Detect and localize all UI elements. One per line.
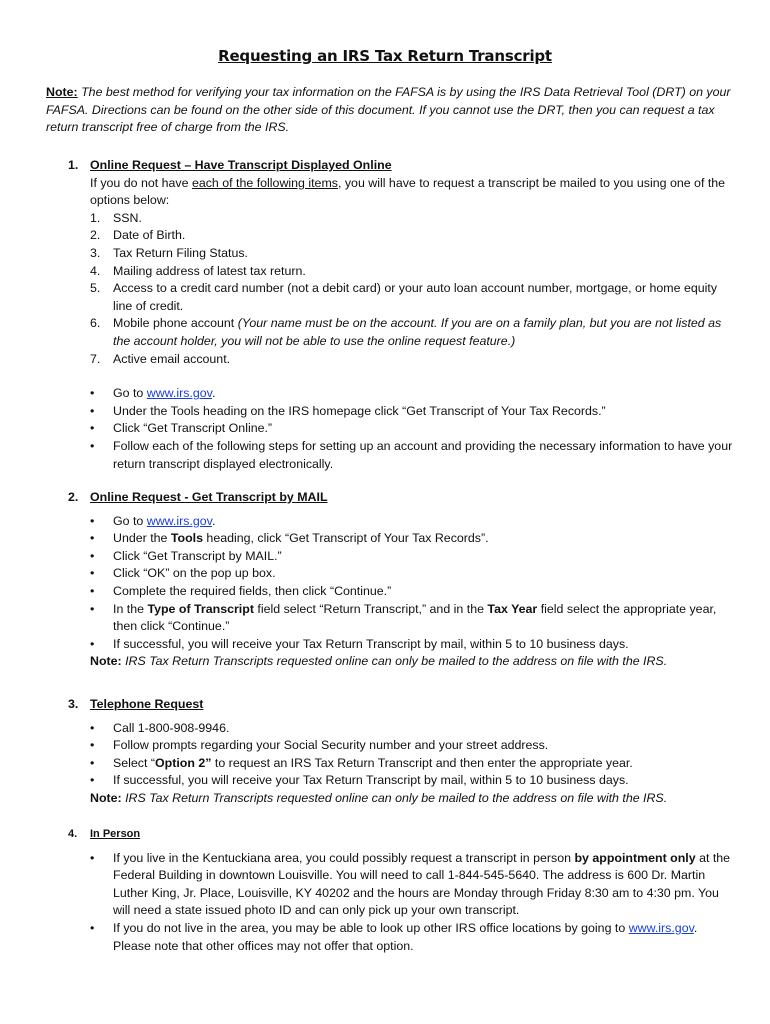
item-text: Select “ <box>113 755 156 770</box>
section-in-person <box>46 826 736 955</box>
list-item <box>46 280 736 315</box>
item-text: . <box>211 386 216 401</box>
list-item <box>46 227 736 245</box>
list-item <box>46 245 736 263</box>
item-number: 4. <box>90 263 101 278</box>
section-telephone <box>46 696 736 808</box>
section-number: 2. <box>68 490 79 504</box>
section-note <box>46 790 736 808</box>
list-item <box>46 755 736 773</box>
section-title: In Person <box>90 828 141 840</box>
intro-note <box>46 84 736 137</box>
steps-list <box>46 720 736 790</box>
list-item: • Click “OK” on the pop up box. <box>46 565 736 583</box>
list-item <box>46 263 736 281</box>
item-text: Active email account. <box>113 351 231 366</box>
list-item <box>46 385 736 403</box>
item-number: 3. <box>90 245 101 260</box>
item-number: 2. <box>90 228 101 243</box>
item-bold: Tax Year <box>487 601 538 616</box>
irs-link[interactable]: www.irs.gov <box>146 513 212 528</box>
list-item: • Follow prompts regarding your Social Security number and your street address. <box>46 737 736 755</box>
section-online-display <box>46 157 736 473</box>
intro-note-label: Note: <box>46 85 78 99</box>
note-text: IRS Tax Return Transcripts requested online can only be mailed to the address on file with the IRS. <box>121 790 668 805</box>
list-item: • Complete the required fields, then click “Continue.” <box>46 583 736 601</box>
section-paragraph <box>46 175 736 210</box>
intro-note-text: The best method for verifying your tax information on the FAFSA is by using the IRS Data Retrieval Tool (DRT) on your FAFSA. Directions can be found on the other side of this document. If you cannot use the DRT, then you can request a tax return transcript free of charge from the IRS. <box>46 85 731 135</box>
item-number: 1. <box>90 210 101 225</box>
requirements-list <box>46 210 736 368</box>
irs-link[interactable]: www.irs.gov <box>146 386 212 401</box>
item-text: Tax Return Filing Status. <box>113 245 248 260</box>
section-heading <box>46 157 736 175</box>
item-text: field select “Return Transcript,” and in the <box>253 601 488 616</box>
list-item: • Click “Get Transcript Online.” <box>46 420 736 438</box>
list-item: • If successful, you will receive your Tax Return Transcript by mail, within 5 to 10 business days. <box>46 636 736 654</box>
para-text: If you do not have <box>90 175 192 190</box>
item-text: field select the appropriate year, then click “Continue.” <box>113 601 717 634</box>
section-online-mail <box>46 489 736 671</box>
section-title: Online Request – Have Transcript Displayed Online <box>90 158 392 172</box>
section-number: 4. <box>68 828 78 840</box>
section-heading <box>46 826 736 844</box>
item-text: . <box>211 513 216 528</box>
irs-link[interactable]: www.irs.gov <box>628 920 694 935</box>
list-item: • Under the Tools heading on the IRS homepage click “Get Transcript of Your Tax Records.” <box>46 403 736 421</box>
steps-list <box>46 385 736 473</box>
section-title: Telephone Request <box>90 697 204 711</box>
list-item: • Call 1-800-908-9946. <box>46 720 736 738</box>
list-item <box>46 351 736 369</box>
section-title: Online Request - Get Transcript by MAIL <box>90 490 328 504</box>
item-number: 5. <box>90 281 101 296</box>
item-text: If you do not live in the area, you may be able to look up other IRS office locations by going to <box>113 920 629 935</box>
note-label: Note: <box>90 790 122 805</box>
list-item: • Click “Get Transcript by MAIL.” <box>46 548 736 566</box>
item-text: In the <box>113 601 148 616</box>
list-item <box>46 601 736 636</box>
steps-list <box>46 850 736 956</box>
note-text: IRS Tax Return Transcripts requested online can only be mailed to the address on file with the IRS. <box>121 654 668 669</box>
list-item <box>46 210 736 228</box>
list-item <box>46 850 736 920</box>
list-item: • If successful, you will receive your Tax Return Transcript by mail, within 5 to 10 business days. <box>46 772 736 790</box>
para-underlined: each of the following items <box>191 175 338 190</box>
note-label: Note: <box>90 654 122 669</box>
item-text: to request an IRS Tax Return Transcript and then enter the appropriate year. <box>211 755 633 770</box>
steps-list <box>46 513 736 654</box>
item-text: Mobile phone account <box>113 316 238 331</box>
item-text: at the Federal Building in downtown Louisville. You will need to call 1-844-545-5640. The address is 600 Dr. Martin Luther King, Jr. Place, Louisville, KY 40202 and the hours are Monday through Friday 8:30 am to 4:30 pm. You will need a state issued photo ID and can only pick up your own transcript. <box>113 850 731 918</box>
item-text: Date of Birth. <box>113 228 186 243</box>
list-item <box>46 920 736 955</box>
page-title: Requesting an IRS Tax Return Transcript <box>218 47 552 65</box>
item-text: Access to a credit card number (not a debit card) or your auto loan account number, mortgage, or home equity line of credit. <box>113 281 718 313</box>
item-text: Go to <box>113 386 147 401</box>
item-text: Mailing address of latest tax return. <box>113 263 306 278</box>
item-text: heading, click “Get Transcript of Your Tax Records”. <box>202 531 489 546</box>
item-italic-text: (Your name must be on the account. If you are on a family plan, but you are not listed as the account holder, you will not be able to use the online request feature.) <box>113 316 722 348</box>
list-item: • Follow each of the following steps for setting up an account and providing the necessary information to have your return transcript displayed electronically. <box>46 438 736 473</box>
list-item <box>46 513 736 531</box>
item-bold: by appointment only <box>574 850 696 865</box>
item-text: If you live in the Kentuckiana area, you could possibly request a transcript in person <box>113 850 575 865</box>
item-text: . Please note that other offices may not offer that option. <box>113 920 698 953</box>
section-heading <box>46 489 736 507</box>
item-number: 7. <box>90 351 101 366</box>
section-number: 3. <box>68 697 79 711</box>
item-text: Go to <box>113 513 147 528</box>
section-number: 1. <box>68 158 79 172</box>
list-item <box>46 315 736 350</box>
section-note <box>46 653 736 671</box>
item-bold: Tools <box>170 531 203 546</box>
item-number: 6. <box>90 316 101 331</box>
section-heading <box>46 696 736 714</box>
item-text: SSN. <box>113 210 142 225</box>
item-bold: Type of Transcript <box>147 601 254 616</box>
list-item <box>46 530 736 548</box>
item-text: Under the <box>113 531 171 546</box>
item-bold: Option 2” <box>155 755 212 770</box>
para-text: , you will have to request a transcript be mailed to you using one of the options below: <box>90 175 726 208</box>
